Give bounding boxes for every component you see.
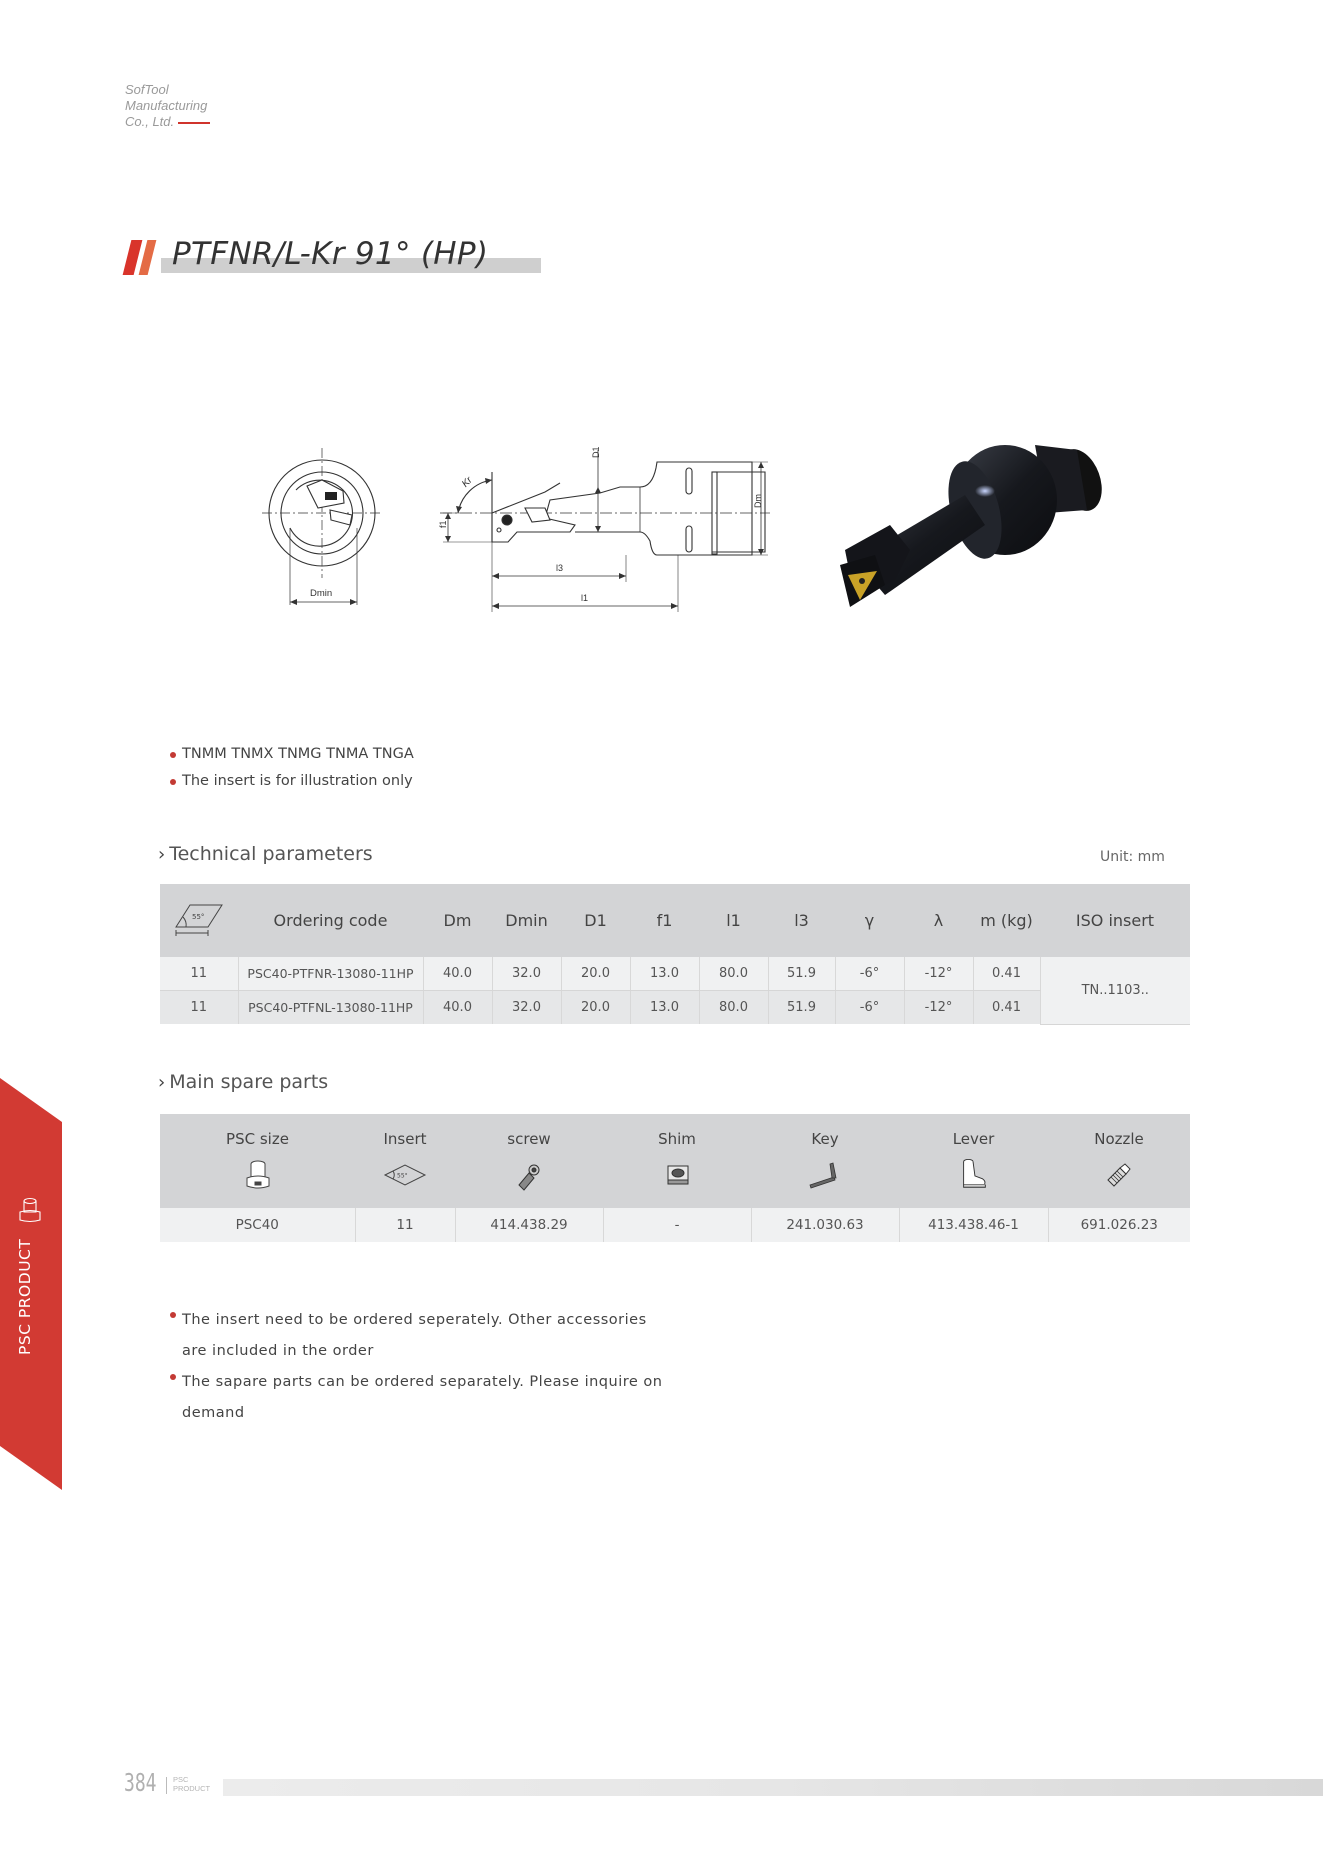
header-f1: f1 xyxy=(630,884,699,957)
screw-icon xyxy=(514,1158,544,1192)
technical-parameters-heading xyxy=(158,843,373,865)
insert-55-icon xyxy=(383,1158,427,1192)
cell-l3: 51.9 xyxy=(768,957,835,991)
cell-ordering-code: PSC40-PTFNL-13080-11HP xyxy=(238,991,423,1025)
header-gamma: γ xyxy=(835,884,904,957)
cell-psc-size: PSC40 xyxy=(160,1208,355,1242)
cell-f1: 13.0 xyxy=(630,991,699,1025)
psc-coupling-icon xyxy=(243,1158,273,1192)
spare-parts-table xyxy=(160,1114,1190,1242)
header-key: Key xyxy=(751,1114,899,1208)
cell-insert: 11 xyxy=(355,1208,455,1242)
cell-lever: 413.438.46-1 xyxy=(899,1208,1048,1242)
section-title: Main spare parts xyxy=(169,1071,329,1093)
cell-l1: 80.0 xyxy=(699,957,768,991)
header-dm: Dm xyxy=(423,884,492,957)
l1-label: l1 xyxy=(581,593,589,603)
table-row xyxy=(160,991,1190,1025)
header-ordering-code: Ordering code xyxy=(238,884,423,957)
footer-label-line-2: PRODUCT xyxy=(173,1784,211,1793)
cell-f1: 13.0 xyxy=(630,957,699,991)
table-header-row xyxy=(160,1114,1190,1208)
header-iso-insert: ISO insert xyxy=(1040,884,1190,957)
svg-text:55°: 55° xyxy=(397,1172,408,1180)
cell-gamma: -6° xyxy=(835,991,904,1025)
technical-parameters-table xyxy=(160,884,1190,1025)
company-name xyxy=(125,82,210,130)
insert-order-note: The insert need to be ordered seperately. Other accessories are included in the order xyxy=(170,1305,672,1367)
lever-icon xyxy=(957,1158,991,1192)
footer-divider xyxy=(166,1777,167,1794)
cell-size: 11 xyxy=(160,957,238,991)
d1-label: D1 xyxy=(591,446,601,458)
header-shim: Shim xyxy=(603,1114,751,1208)
company-line-1: SofTool xyxy=(125,82,169,97)
product-photo xyxy=(815,425,1105,625)
hex-key-icon xyxy=(808,1158,842,1192)
insert-55-icon xyxy=(172,899,226,939)
header-mass: m (kg) xyxy=(973,884,1040,957)
company-accent-line xyxy=(178,122,210,124)
order-notes xyxy=(170,1305,672,1429)
header-screw: screw xyxy=(455,1114,603,1208)
kr-label: Kr xyxy=(459,474,475,490)
header-nozzle: Nozzle xyxy=(1048,1114,1190,1208)
cell-key: 241.030.63 xyxy=(751,1208,899,1242)
unit-label: Unit: mm xyxy=(1100,849,1165,865)
insert-size-header xyxy=(160,884,238,957)
end-view-drawing xyxy=(262,448,382,605)
l3-label: l3 xyxy=(556,563,564,573)
footer-bar xyxy=(223,1779,1323,1796)
side-tab-label: PSC PRODUCT xyxy=(16,1238,34,1355)
cell-gamma: -6° xyxy=(835,957,904,991)
cell-screw: 414.438.29 xyxy=(455,1208,603,1242)
illustration-note: The insert is for illustration only xyxy=(170,772,414,799)
header-lever: Lever xyxy=(899,1114,1048,1208)
insert-notes xyxy=(170,745,414,799)
header-l1: l1 xyxy=(699,884,768,957)
dm-label: Dm xyxy=(753,494,763,508)
page-title-block xyxy=(127,238,547,278)
header-dmin: Dmin xyxy=(492,884,561,957)
header-insert: Insert 55° xyxy=(355,1114,455,1208)
header-lambda: λ xyxy=(904,884,973,957)
cell-ordering-code: PSC40-PTFNR-13080-11HP xyxy=(238,957,423,991)
dmin-label: Dmin xyxy=(310,588,333,599)
cell-dmin: 32.0 xyxy=(492,991,561,1025)
cell-lambda: -12° xyxy=(904,957,973,991)
cell-size: 11 xyxy=(160,991,238,1025)
company-line-2: Manufacturing xyxy=(125,98,208,113)
svg-text:55°: 55° xyxy=(192,912,205,921)
cell-dm: 40.0 xyxy=(423,991,492,1025)
footer-label-line-1: PSC xyxy=(173,1775,189,1784)
company-line-3: Co., Ltd. xyxy=(125,114,175,129)
page-number: 384 xyxy=(124,1768,157,1797)
side-view-drawing xyxy=(438,446,770,612)
f1-label: f1 xyxy=(438,520,448,528)
cell-nozzle: 691.026.23 xyxy=(1048,1208,1190,1242)
shim-icon xyxy=(662,1158,692,1192)
cell-iso-insert: TN..1103.. xyxy=(1040,957,1190,1024)
cell-mass: 0.41 xyxy=(973,991,1040,1025)
cell-l1: 80.0 xyxy=(699,991,768,1025)
chevron-right-icon: › xyxy=(158,844,166,865)
cell-lambda: -12° xyxy=(904,991,973,1025)
header-d1: D1 xyxy=(561,884,630,957)
spare-parts-heading xyxy=(158,1071,328,1093)
insert-types-note: TNMM TNMX TNMG TNMA TNGA xyxy=(170,745,414,772)
chevron-right-icon: › xyxy=(158,1072,166,1093)
nozzle-icon xyxy=(1104,1158,1134,1192)
table-row xyxy=(160,957,1190,991)
header-psc-size: PSC size xyxy=(160,1114,355,1208)
cell-d1: 20.0 xyxy=(561,957,630,991)
header-l3: l3 xyxy=(768,884,835,957)
page-title: PTFNR/L-Kr 91° (HP) xyxy=(172,236,489,272)
cell-shim: - xyxy=(603,1208,751,1242)
title-accent-bar-2 xyxy=(139,240,157,275)
cell-l3: 51.9 xyxy=(768,991,835,1025)
footer-label xyxy=(173,1775,210,1793)
section-title: Technical parameters xyxy=(169,843,373,865)
cell-mass: 0.41 xyxy=(973,957,1040,991)
table-header-row xyxy=(160,884,1190,957)
cell-d1: 20.0 xyxy=(561,991,630,1025)
cell-dm: 40.0 xyxy=(423,957,492,991)
table-row xyxy=(160,1208,1190,1242)
spare-order-note: The sapare parts can be ordered separately. Please inquire on demand xyxy=(170,1367,672,1429)
technical-drawing xyxy=(260,440,780,620)
cell-dmin: 32.0 xyxy=(492,957,561,991)
